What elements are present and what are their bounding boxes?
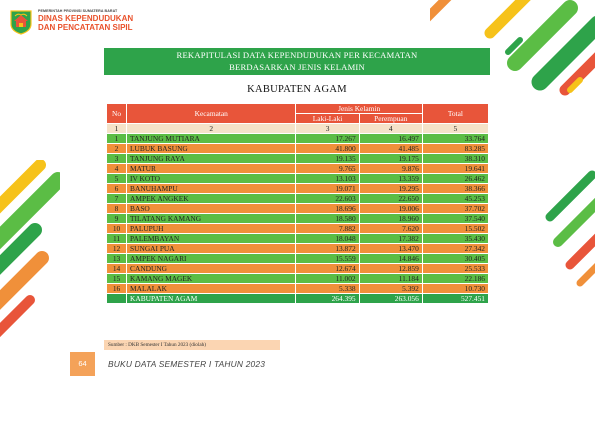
cell-kecamatan: AMPEK NAGARI — [127, 254, 296, 264]
cell-no: 1 — [107, 134, 127, 144]
cell-kecamatan: PALEMBAYAN — [127, 234, 296, 244]
cell-no: 4 — [107, 164, 127, 174]
cell-kecamatan: TANJUNG RAYA — [127, 154, 296, 164]
column-number: 1 — [107, 124, 127, 134]
brand-block — [38, 9, 133, 32]
cell-laki-laki: 264.395 — [296, 294, 359, 304]
cell-laki-laki: 22.603 — [296, 194, 359, 204]
cell-no: 16 — [107, 284, 127, 294]
header-perempuan: Perempuan — [359, 114, 422, 124]
cell-total: 15.502 — [422, 224, 488, 234]
cell-perempuan: 5.392 — [359, 284, 422, 294]
cell-laki-laki: 12.674 — [296, 264, 359, 274]
table-row — [107, 214, 489, 224]
book-title: BUKU DATA SEMESTER I TAHUN 2023 — [108, 359, 266, 369]
table-row — [107, 144, 489, 154]
cell-total: 25.533 — [422, 264, 488, 274]
column-number-row — [107, 124, 489, 134]
cell-laki-laki: 9.765 — [296, 164, 359, 174]
column-number: 2 — [127, 124, 296, 134]
cell-kecamatan: BANUHAMPU — [127, 184, 296, 194]
cell-kecamatan: PALUPUH — [127, 224, 296, 234]
cell-kecamatan: LUBUK BASUNG — [127, 144, 296, 154]
header-no: No — [107, 104, 127, 124]
cell-kecamatan: CANDUNG — [127, 264, 296, 274]
cell-laki-laki: 18.696 — [296, 204, 359, 214]
cell-laki-laki: 19.135 — [296, 154, 359, 164]
table-row — [107, 184, 489, 194]
table-row — [107, 244, 489, 254]
cell-perempuan: 19.006 — [359, 204, 422, 214]
cell-perempuan: 18.960 — [359, 214, 422, 224]
cell-kecamatan: KAMANG MAGEK — [127, 274, 296, 284]
table-row — [107, 154, 489, 164]
table-row — [107, 194, 489, 204]
column-number: 3 — [296, 124, 359, 134]
cell-perempuan: 263.056 — [359, 294, 422, 304]
source-note: Sumber : DKB Semester I Tahun 2023 (diolah) — [104, 340, 280, 350]
cell-no: 8 — [107, 204, 127, 214]
cell-laki-laki: 15.559 — [296, 254, 359, 264]
cell-kecamatan: BASO — [127, 204, 296, 214]
cell-kecamatan: TANJUNG MUTIARA — [127, 134, 296, 144]
decorative-shapes-right — [540, 170, 595, 300]
table-row — [107, 274, 489, 284]
cell-laki-laki: 18.580 — [296, 214, 359, 224]
cell-perempuan: 12.859 — [359, 264, 422, 274]
cell-perempuan: 16.497 — [359, 134, 422, 144]
cell-total: 22.186 — [422, 274, 488, 284]
cell-total: 37.702 — [422, 204, 488, 214]
cell-perempuan: 14.846 — [359, 254, 422, 264]
cell-kecamatan: MALALAK — [127, 284, 296, 294]
government-emblem-icon — [10, 9, 32, 35]
cell-total: 19.641 — [422, 164, 488, 174]
cell-total: 83.285 — [422, 144, 488, 154]
cell-kecamatan: IV KOTO — [127, 174, 296, 184]
cell-laki-laki: 13.872 — [296, 244, 359, 254]
cell-perempuan: 11.184 — [359, 274, 422, 284]
cell-laki-laki: 19.071 — [296, 184, 359, 194]
cell-perempuan: 13.470 — [359, 244, 422, 254]
table-row — [107, 164, 489, 174]
cell-total: 10.730 — [422, 284, 488, 294]
table-row — [107, 204, 489, 214]
cell-perempuan: 7.620 — [359, 224, 422, 234]
cell-no: 12 — [107, 244, 127, 254]
table-row — [107, 284, 489, 294]
cell-total: 35.430 — [422, 234, 488, 244]
total-row — [107, 294, 489, 304]
cell-no: 6 — [107, 184, 127, 194]
cell-total: 37.540 — [422, 214, 488, 224]
page-title-line-1: REKAPITULASI DATA KEPENDUDUKAN PER KECAMATAN — [176, 50, 418, 60]
region-heading: KABUPATEN AGAM — [247, 84, 347, 95]
table-row — [107, 264, 489, 274]
cell-kecamatan: TILATANG KAMANG — [127, 214, 296, 224]
cell-no: 5 — [107, 174, 127, 184]
page-title-line-2: BERDASARKAN JENIS KELAMIN — [229, 61, 365, 72]
decorative-shapes-left — [0, 160, 60, 360]
cell-no: 10 — [107, 224, 127, 234]
population-table — [106, 103, 489, 304]
column-number: 4 — [359, 124, 422, 134]
cell-laki-laki: 5.338 — [296, 284, 359, 294]
cell-total: 38.310 — [422, 154, 488, 164]
cell-laki-laki: 18.048 — [296, 234, 359, 244]
header-laki-laki: Laki-Laki — [296, 114, 359, 124]
cell-no: 2 — [107, 144, 127, 154]
cell-total: 38.366 — [422, 184, 488, 194]
cell-no: 9 — [107, 214, 127, 224]
table-row — [107, 134, 489, 144]
cell-laki-laki: 17.267 — [296, 134, 359, 144]
cell-total: 30.405 — [422, 254, 488, 264]
cell-kecamatan: AMPEK ANGKEK — [127, 194, 296, 204]
cell-laki-laki: 11.002 — [296, 274, 359, 284]
brand-government-line: PEMERINTAH PROVINSI SUMATERA BARAT — [38, 9, 118, 13]
header-kecamatan: Kecamatan — [127, 104, 296, 124]
cell-no: 3 — [107, 154, 127, 164]
cell-perempuan: 13.359 — [359, 174, 422, 184]
cell-total: 45.253 — [422, 194, 488, 204]
header-total: Total — [422, 104, 488, 124]
cell-no: 11 — [107, 234, 127, 244]
cell-kecamatan: SUNGAI PUA — [127, 244, 296, 254]
cell-no — [107, 294, 127, 304]
header-jenis-kelamin: Jenis Kelamin — [296, 104, 422, 114]
brand-agency-subline: DAN PENCATATAN SIPIL — [38, 23, 133, 32]
cell-kecamatan: KABUPATEN AGAM — [127, 294, 296, 304]
cell-perempuan: 9.876 — [359, 164, 422, 174]
column-number: 5 — [422, 124, 488, 134]
cell-no: 15 — [107, 274, 127, 284]
cell-total: 27.342 — [422, 244, 488, 254]
table-row — [107, 254, 489, 264]
cell-perempuan: 17.382 — [359, 234, 422, 244]
cell-perempuan: 19.295 — [359, 184, 422, 194]
cell-kecamatan: MATUR — [127, 164, 296, 174]
cell-laki-laki: 41.800 — [296, 144, 359, 154]
page-title — [104, 48, 490, 75]
cell-laki-laki: 13.103 — [296, 174, 359, 184]
cell-no: 13 — [107, 254, 127, 264]
brand-agency-line: DINAS KEPENDUDUKAN — [38, 14, 134, 23]
cell-total: 33.764 — [422, 134, 488, 144]
table-row — [107, 234, 489, 244]
cell-perempuan: 41.485 — [359, 144, 422, 154]
cell-no: 7 — [107, 194, 127, 204]
table-row — [107, 174, 489, 184]
cell-laki-laki: 7.882 — [296, 224, 359, 234]
table-row — [107, 224, 489, 234]
cell-perempuan: 22.650 — [359, 194, 422, 204]
cell-no: 14 — [107, 264, 127, 274]
cell-total: 26.462 — [422, 174, 488, 184]
cell-total: 527.451 — [422, 294, 488, 304]
page-number: 64 — [70, 352, 95, 376]
cell-perempuan: 19.175 — [359, 154, 422, 164]
